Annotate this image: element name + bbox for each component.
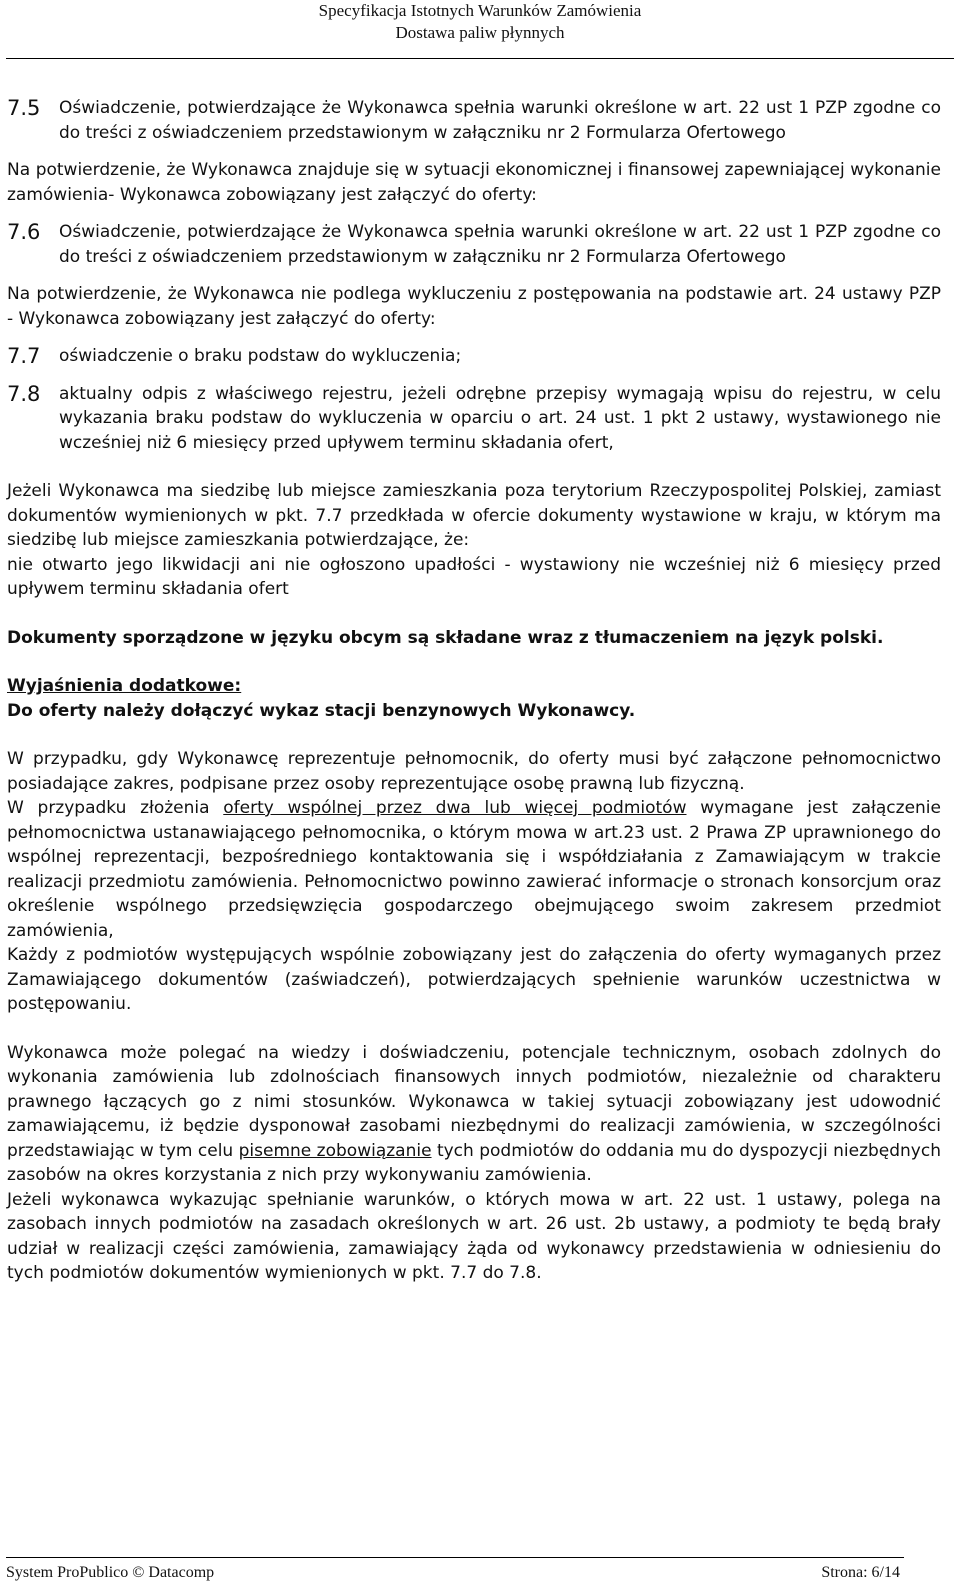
section-text: Oświadczenie, potwierdzające że Wykonawca spełnia warunki określone w art. 22 ust 1 PZP zgodne co do treści z oświadczeniem przedstawionym w załączniku nr 2 Formularza Ofertowego (59, 98, 941, 143)
section-7-6-paragraph: Na potwierdzenie, że Wykonawca nie podlega wykluczeniu z postępowania na podstawie art. 24 ustawy PZP - Wykonawca zobowiązany jest załączyć do oferty: (7, 284, 941, 329)
rely-text-end: tych podmiotów do oddania mu do dyspozycji niezbędnych zasobów na okres korzystania z nich przy wykonywaniu zamówienia. (7, 1140, 941, 1185)
explanations-note: Do oferty należy dołączyć wykaz stacji benzynowych Wykonawcy. (7, 700, 636, 721)
header-title: Specyfikacja Istotnych Warunków Zamówienia (318, 1, 642, 20)
resources-paragraph: Jeżeli wykonawca wykazując spełnianie warunków, o których mowa w art. 22 ust. 1 ustawy, polega na zasobach innych podmiotów na zasadach określonych w art. 26 ust. 2b ustawy, a podmioty te będą brały udział w realizacji części zamówienia, zamawiający żąda od wykonawcy przedstawienia w odniesieniu do tych podmiotów dokumentów wymienionych w pkt. 7.7 do 7.8. (7, 1189, 941, 1283)
section-7-6 (7, 220, 941, 269)
proxy-paragraph: W przypadku, gdy Wykonawcę reprezentuje pełnomocnik, do oferty musi być załączone pełnomocnictwo posiadające zakres, podpisane przez osoby reprezentujące osobę prawną lub fizyczną. (7, 749, 941, 794)
rely-paragraph (7, 1041, 941, 1188)
footer-divider (6, 1557, 904, 1558)
section-number: 7.7 (7, 344, 41, 368)
joint-offer-paragraph (7, 796, 941, 943)
section-7-5-paragraph: Na potwierdzenie, że Wykonawca znajduje się w sytuacji ekonomicznej i finansowej zapewniającej wykonanie zamówienia- Wykonawca zobowiązany jest załączyć do oferty: (7, 160, 941, 205)
joint-offer-text-end: wymagane jest załączenie pełnomocnictwa ustanawiającego pełnomocnika, o którym mowa w art.23 ust. 2 Prawa ZP uprawnionego do wspólnej reprezentacji, bezpośredniego kontaktowania się i współdziałania z Zamawiającym w trakcie realizacji przedmiotu zamówienia. Pełnomocnictwo powinno zawierać informacje o stronach konsorcjum oraz określenie wspólnego przedsięwzięcia gospodarczego obejmującego swoim zakresem przedmiot zamówienia, (7, 798, 941, 941)
foreign-paragraph: Jeżeli Wykonawca ma siedzibę lub miejsce zamieszkania poza terytorium Rzeczypospolitej Polskiej, zamiast dokumentów wymienionych w pkt. 7.7 przedkłada w ofercie dokumenty wystawione w kraju, w którym ma siedzibę lub miejsce zamieszkania potwierdzające, że: (7, 481, 941, 550)
rely-underlined: pisemne zobowiązanie (238, 1140, 432, 1161)
section-number: 7.8 (7, 381, 41, 406)
joint-offer-underlined: oferty wspólnej przez dwa lub więcej podmiotów (223, 798, 687, 818)
header-divider (6, 58, 954, 59)
section-number: 7.6 (7, 220, 41, 244)
page-header (0, 0, 960, 44)
foreign-paragraph-2: nie otwarto jego likwidacji ani nie ogłoszono upadłości - wystawiony nie wcześniej niż 6 miesięcy przed upływem terminu składania ofert (7, 554, 941, 599)
footer-left: System ProPublico © Datacomp (6, 1564, 215, 1581)
joint-offer-text-start: W przypadku złożenia (7, 798, 224, 818)
explanations-heading: Wyjaśnienia dodatkowe: (7, 676, 242, 696)
section-text: Oświadczenie, potwierdzające że Wykonawca spełnia warunki określone w art. 22 ust 1 PZP zgodne co do treści z oświadczeniem przedstawionym w załączniku nr 2 Formularza Ofertowego (59, 222, 941, 267)
section-7-8 (7, 382, 941, 456)
header-subtitle: Dostawa paliw płynnych (395, 23, 565, 42)
document-body (7, 96, 941, 1286)
each-entity-paragraph: Każdy z podmiotów występujących wspólnie zobowiązany jest do załączenia do oferty wymaganych przez Zamawiającego dokumentów (zaświadczeń), potwierdzających spełnienie warunków uczestnictwa w postępowaniu. (7, 945, 941, 1014)
footer-page-number: Strona: 6/14 (821, 1564, 900, 1581)
rely-text-start: Wykonawca może polegać na wiedzy i doświadczeniu, potencjale technicznym, osobach zdolnych do wykonania zamówienia lub zdolnościach finansowych innych podmiotów, niezależnie od charakteru prawnego łączących go z nimi stosunków. Wykonawca w takiej sytuacji zobowiązany jest udowodnić zamawiającemu, iż będzie dysponował zasobami niezbędnymi do realizacji zamówienia, w szczególności przedstawiając w tym celu (7, 1042, 941, 1161)
section-text: aktualny odpis z właściwego rejestru, jeżeli odrębne przepisy wymagają wpisu do rejestru, w celu wykazania braku podstaw do wykluczenia w oparciu o art. 24 ust. 1 pkt 2 ustawy, wystawionego nie wcześniej niż 6 miesięcy przed upływem terminu składania ofert, (59, 383, 941, 453)
section-number: 7.5 (7, 96, 41, 120)
foreign-language-note: Dokumenty sporządzone w języku obcym są składane wraz z tłumaczeniem na język polski. (7, 627, 884, 648)
section-7-7 (7, 344, 941, 369)
section-text: oświadczenie o braku podstaw do wykluczenia; (59, 346, 462, 366)
section-7-5 (7, 96, 941, 145)
